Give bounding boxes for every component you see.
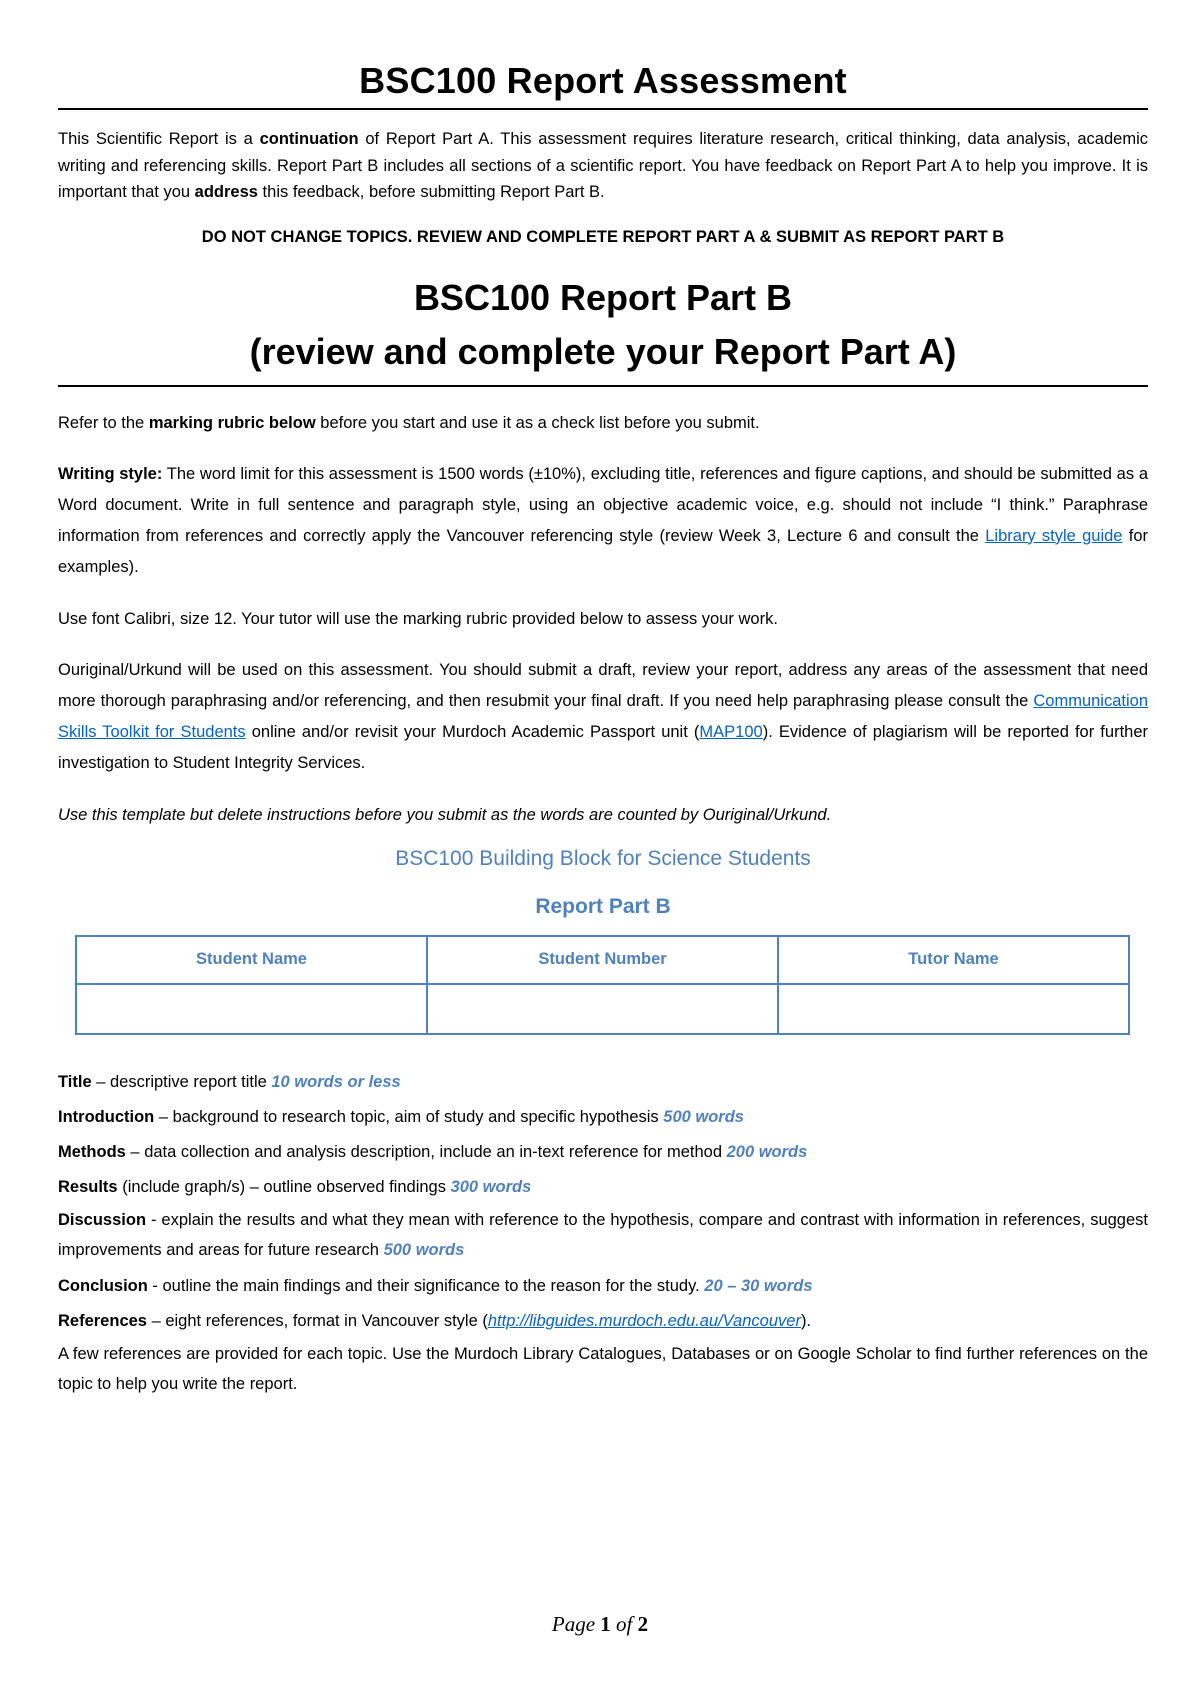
student-info-table — [75, 935, 1130, 1035]
section-conclusion — [58, 1269, 1148, 1304]
section-title-label: Title — [58, 1072, 92, 1091]
section-references-label: References — [58, 1311, 147, 1330]
section-methods-label: Methods — [58, 1142, 126, 1161]
section-discussion-text: - explain the results and what they mean with reference to the hypothesis, compare and contrast with information in references, suggest improvements and areas for future research — [58, 1210, 1148, 1259]
section-results-label: Results — [58, 1177, 118, 1196]
intro-text-3: this feedback, before submitting Report Part B. — [257, 183, 605, 201]
section-results — [58, 1170, 1148, 1205]
tutor-name-header: Tutor Name — [778, 936, 1129, 984]
rubric-note-text-a: Refer to the — [58, 413, 149, 432]
ouriginal-text-a: Ouriginal/Urkund will be used on this assessment. You should submit a draft, review your report, address any areas of the assessment that need more thorough paraphrasing and/or referencing, and then resubmit your final draft. If you need help paraphrasing please consult the — [58, 660, 1148, 710]
ouriginal-paragraph — [58, 655, 1148, 779]
font-note: Use font Calibri, size 12. Your tutor will use the marking rubric provided below to assess your work. — [58, 609, 778, 628]
student-name-header: Student Name — [76, 936, 427, 984]
communication-toolkit-link[interactable]: Communication Skills Toolkit for Students — [58, 691, 1148, 741]
rubric-note-bold: marking rubric below — [148, 413, 316, 432]
section-results-text: (include graph/s) – outline observed findings — [117, 1177, 451, 1196]
part-b-heading-line1: BSC100 Report Part B — [413, 276, 793, 318]
writing-style-text-b: for examples). — [58, 526, 1148, 576]
section-methods-count: 200 words — [726, 1142, 808, 1161]
section-conclusion-label: Conclusion — [58, 1276, 148, 1295]
student-number-cell[interactable] — [427, 984, 778, 1034]
ouriginal-text-c: ). Evidence of plagiarism will be reported for further investigation to Student Integrity Services. — [58, 722, 1148, 772]
map100-link[interactable]: MAP100 — [699, 722, 763, 741]
footer-page-number: 1 — [600, 1612, 611, 1636]
rubric-note-text-c: before you start and use it as a check list before you submit. — [315, 413, 760, 432]
footer-total-pages: 2 — [637, 1612, 649, 1636]
section-references — [58, 1304, 1148, 1339]
writing-style-text-a: The word limit for this assessment is 1500 words (±10%), excluding title, references and figure captions, and should be submitted as a Word document. Write in full sentence and paragraph style, using an objective academic voice, e.g. should not include “I think.” Paraphrase information from references and correctly apply the Vancouver referencing style (review Week 3, Lecture 6 and consult the — [58, 464, 1148, 545]
section-introduction-text: – background to research topic, aim of study and specific hypothesis — [154, 1107, 664, 1126]
section-introduction-label: Introduction — [58, 1107, 155, 1126]
section-title-count: 10 words or less — [271, 1072, 401, 1091]
intro-text-1: This Scientific Report is a — [58, 130, 260, 148]
report-part-heading: Report Part B — [535, 894, 671, 918]
section-title — [58, 1065, 1148, 1100]
section-references-text: – eight references, format in Vancouver style ( — [146, 1311, 488, 1330]
section-discussion — [58, 1205, 1148, 1265]
section-discussion-label: Discussion — [58, 1210, 147, 1229]
intro-paragraph — [58, 126, 1148, 206]
writing-style-label: Writing style: — [58, 464, 163, 483]
section-discussion-count: 500 words — [383, 1240, 465, 1259]
section-conclusion-count: 20 – 30 words — [704, 1276, 813, 1295]
section-results-count: 300 words — [450, 1177, 532, 1196]
document-title: BSC100 Report Assessment — [58, 60, 1148, 110]
page-content — [58, 60, 1148, 1403]
unit-heading: BSC100 Building Block for Science Students — [395, 846, 811, 870]
tutor-name-cell[interactable] — [778, 984, 1129, 1034]
writing-style-paragraph — [58, 459, 1148, 583]
page-footer — [0, 1612, 1200, 1637]
section-methods-text: – data collection and analysis description, include an in-text reference for method — [125, 1142, 727, 1161]
library-style-guide-link[interactable]: Library style guide — [985, 526, 1123, 545]
table-input-row — [76, 984, 1129, 1034]
section-references-end: ). — [800, 1311, 812, 1330]
ouriginal-text-b: online and/or revisit your Murdoch Academic Passport unit ( — [245, 722, 700, 741]
section-title-text: – descriptive report title — [91, 1072, 272, 1091]
student-number-header: Student Number — [427, 936, 778, 984]
rubric-note — [58, 409, 1148, 437]
table-header-row — [76, 936, 1129, 984]
part-b-heading-line2: (review and complete your Report Part A) — [249, 330, 957, 372]
footer-page-label: Page — [551, 1612, 596, 1636]
section-introduction — [58, 1100, 1148, 1135]
intro-bold-address: address — [194, 183, 258, 201]
section-introduction-count: 500 words — [663, 1107, 744, 1126]
footer-of-label: of — [616, 1612, 633, 1636]
intro-text-2: of Report Part A. This assessment requires literature research, critical thinking, data analysis, academic writing and referencing skills. Report Part B includes all sections of a scientific report. You have feedback on Report Part A to help you improve. It is important that you — [58, 130, 1148, 201]
template-note: Use this template but delete instructions before you submit as the words are counted by Ouriginal/Urkund. — [58, 805, 832, 824]
section-conclusion-text: - outline the main findings and their significance to the reason for the study. — [147, 1276, 705, 1295]
closing-paragraph: A few references are provided for each topic. Use the Murdoch Library Catalogues, Databases or on Google Scholar to find further references on the topic to help you write the report. — [58, 1344, 1148, 1393]
part-b-heading — [58, 271, 1148, 387]
warning-notice: DO NOT CHANGE TOPICS. REVIEW AND COMPLETE REPORT PART A & SUBMIT AS REPORT PART B — [201, 227, 1005, 246]
student-name-cell[interactable] — [76, 984, 427, 1034]
section-methods — [58, 1135, 1148, 1170]
vancouver-guide-link[interactable]: http://libguides.murdoch.edu.au/Vancouver — [487, 1311, 801, 1330]
intro-bold-continuation: continuation — [259, 130, 359, 148]
